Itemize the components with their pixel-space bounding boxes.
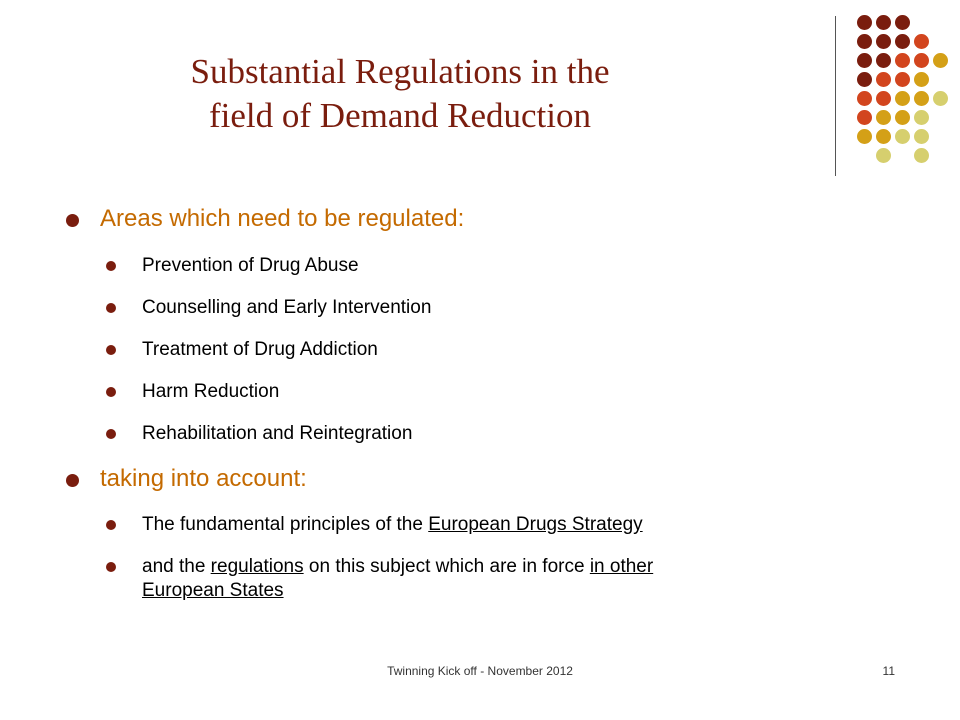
decorative-dot (914, 53, 929, 68)
decorative-dot (876, 110, 891, 125)
bullet-icon (66, 474, 79, 487)
decorative-dot (876, 129, 891, 144)
decorative-dot (914, 129, 929, 144)
item-text: and the (142, 556, 211, 577)
section-heading-taking-into-account: taking into account: (100, 465, 307, 492)
decorative-dot (895, 53, 910, 68)
section-heading-areas: Areas which need to be regulated: (100, 205, 465, 232)
decorative-dot (857, 129, 872, 144)
title-line-1: Substantial Regulations in the (190, 52, 610, 91)
bullet-icon (106, 562, 116, 572)
decorative-dot (857, 34, 872, 49)
decorative-dot (876, 148, 891, 163)
list-item: Treatment of Drug Addiction (142, 339, 378, 360)
decorative-dot (895, 34, 910, 49)
decorative-dot (895, 129, 910, 144)
decorative-dot (895, 72, 910, 87)
decorative-dot (933, 91, 948, 106)
list-item-line-1 (142, 555, 653, 579)
item-text: The fundamental principles of the (142, 514, 429, 535)
list-item: Prevention of Drug Abuse (142, 255, 359, 276)
decorative-dot (895, 15, 910, 30)
page-number: 11 (882, 664, 895, 678)
decorative-dot (857, 15, 872, 30)
list-item: Rehabilitation and Reintegration (142, 423, 413, 444)
bullet-icon (66, 214, 79, 227)
list-item (142, 555, 653, 603)
bullet-icon (106, 429, 116, 439)
slide-title (120, 50, 680, 138)
decorative-divider (835, 16, 836, 176)
decorative-dot (857, 91, 872, 106)
decorative-dot (857, 110, 872, 125)
in-other-link[interactable]: in other (589, 556, 654, 577)
list-item (142, 513, 643, 537)
item-text: on this subject which are in force (303, 556, 590, 577)
decorative-dot (876, 15, 891, 30)
bullet-icon (106, 345, 116, 355)
bullet-icon (106, 261, 116, 271)
regulations-link[interactable]: regulations (210, 556, 304, 577)
decorative-dot (914, 148, 929, 163)
decorative-dot (914, 72, 929, 87)
decorative-dot (876, 72, 891, 87)
decorative-dot (857, 53, 872, 68)
decorative-dot (914, 110, 929, 125)
decorative-dot (876, 91, 891, 106)
decorative-dot (914, 34, 929, 49)
decorative-dot (914, 91, 929, 106)
decorative-dot (933, 53, 948, 68)
decorative-dot (895, 110, 910, 125)
bullet-icon (106, 303, 116, 313)
decorative-dot (876, 34, 891, 49)
decorative-dot (876, 53, 891, 68)
list-item-line-2 (142, 579, 653, 603)
european-states-link[interactable]: European States (142, 580, 284, 601)
list-item: Harm Reduction (142, 381, 280, 402)
title-line-2: field of Demand Reduction (209, 96, 591, 135)
decorative-dot (895, 91, 910, 106)
decorative-dot (857, 72, 872, 87)
bullet-icon (106, 520, 116, 530)
list-item: Counselling and Early Intervention (142, 297, 432, 318)
slide-footer: Twinning Kick off - November 2012 (387, 664, 573, 678)
european-drugs-strategy-link[interactable]: European Drugs Strategy (428, 514, 643, 535)
bullet-icon (106, 387, 116, 397)
